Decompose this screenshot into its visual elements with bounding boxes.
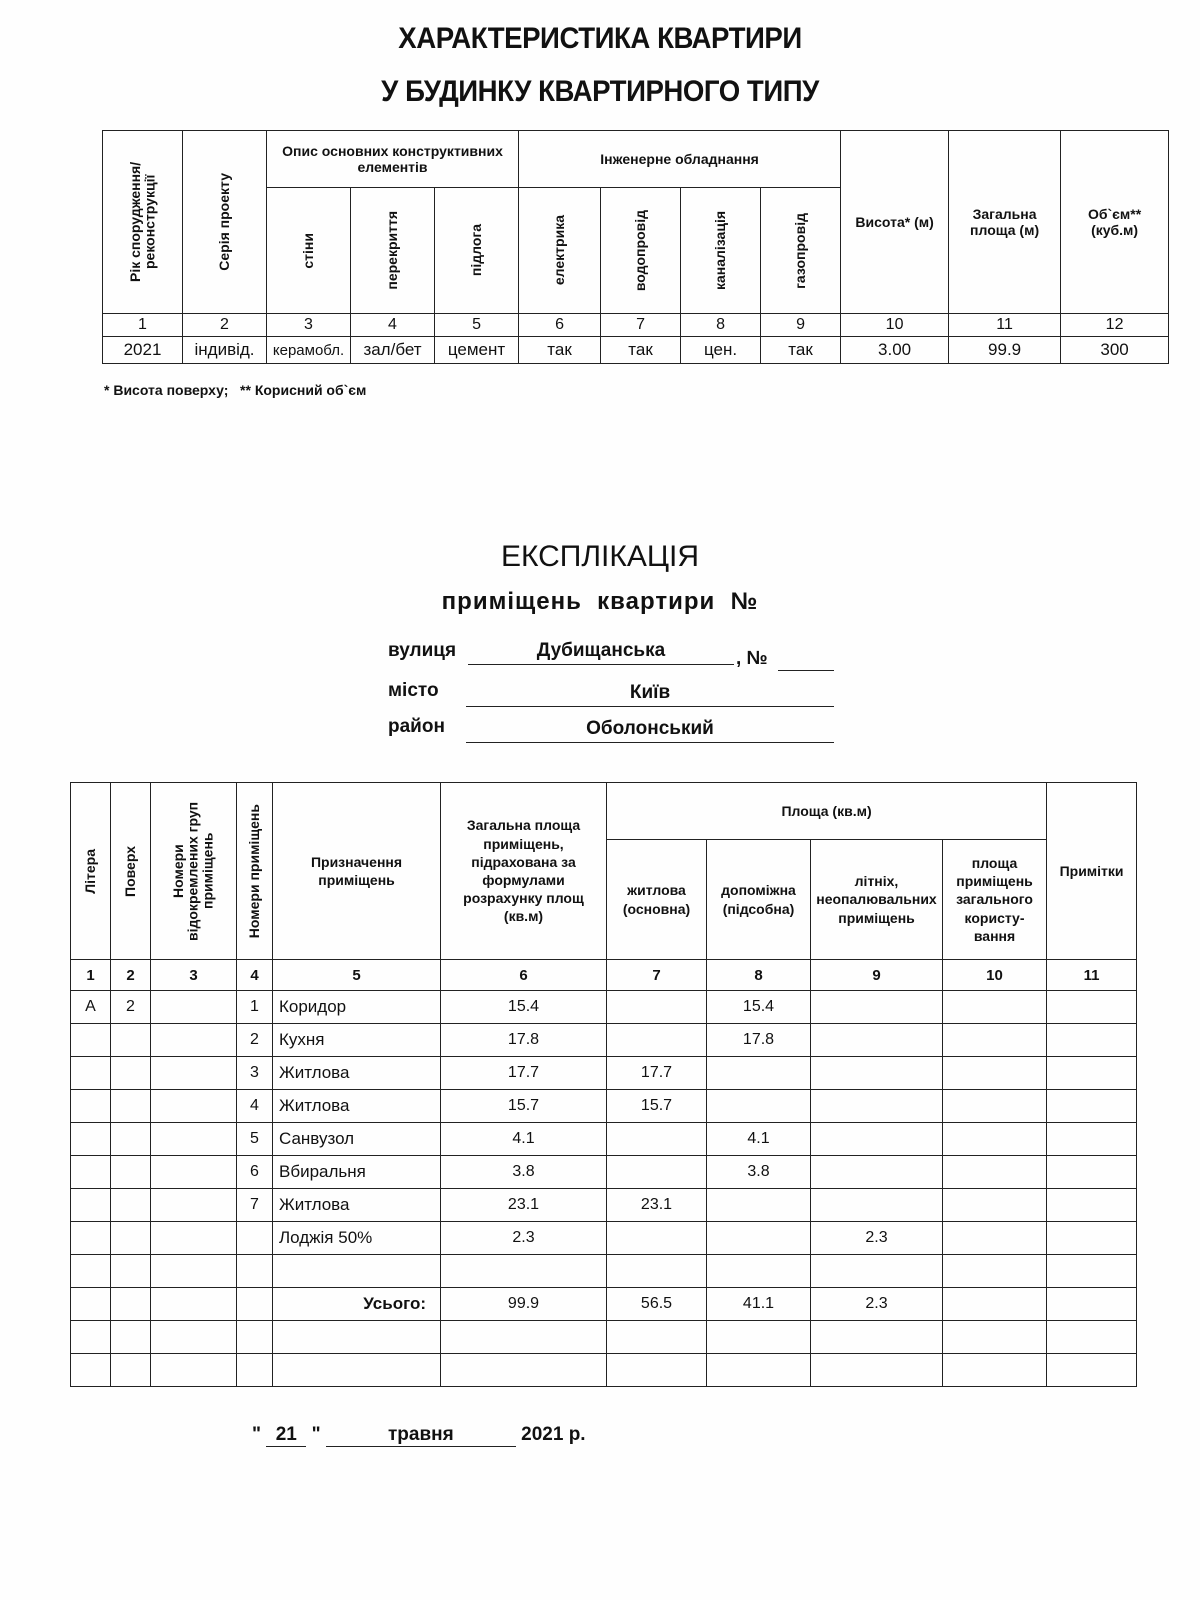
- cell-num: 7: [237, 1189, 273, 1222]
- col-num: 11: [1047, 960, 1137, 991]
- header-total-area: Загальна площа (м): [949, 131, 1061, 314]
- value-volume: 300: [1061, 337, 1169, 364]
- header-engineering-group: Інженерне обладнання: [519, 131, 841, 188]
- cell-num: [237, 1255, 273, 1288]
- cell-total: 4.1: [441, 1123, 607, 1156]
- cell-name: Житлова: [273, 1189, 441, 1222]
- cell-living: 23.1: [607, 1189, 707, 1222]
- cell-name: Коридор: [273, 991, 441, 1024]
- cell-living: 15.7: [607, 1090, 707, 1123]
- cell-litera: [71, 1189, 111, 1222]
- cell-group: [151, 1255, 237, 1288]
- cell-summer: [811, 1024, 943, 1057]
- cell-aux: 15.4: [707, 991, 811, 1024]
- cell-summer: [811, 1090, 943, 1123]
- cell-name: Вбиральня: [273, 1156, 441, 1189]
- cell-litera: [71, 1024, 111, 1057]
- cell-summer: [811, 1189, 943, 1222]
- col-num: 8: [707, 960, 811, 991]
- cell-summer: 2.3: [811, 1222, 943, 1255]
- header-litera: Літера: [71, 783, 111, 960]
- cell-living: [607, 1123, 707, 1156]
- col-num: 3: [151, 960, 237, 991]
- cell-notes: [1047, 1057, 1137, 1090]
- values-row: [103, 337, 1169, 364]
- header-room-numbers: Номери приміщень: [237, 783, 273, 960]
- cell-litera: [71, 1156, 111, 1189]
- value-year: 2021: [103, 337, 183, 364]
- apartment-characteristics-table: [102, 130, 1169, 364]
- header-series: Серія проекту: [183, 131, 267, 314]
- cell-total: 2.3: [441, 1222, 607, 1255]
- cell-summer: [811, 1057, 943, 1090]
- table-row: [71, 1090, 1137, 1123]
- cell-group: [151, 1222, 237, 1255]
- header-auxiliary: допоміжна (підсобна): [707, 840, 811, 960]
- cell-name: Лоджія 50%: [273, 1222, 441, 1255]
- cell-living: [607, 1024, 707, 1057]
- district-label: район: [388, 716, 445, 737]
- cell-common: [943, 1156, 1047, 1189]
- cell-total: [441, 1255, 607, 1288]
- cell-aux: [707, 1222, 811, 1255]
- header-water: водопровід: [601, 188, 681, 314]
- date-quote-close: ": [311, 1424, 321, 1445]
- cell-notes: [1047, 1255, 1137, 1288]
- document-title-line2: У БУДИНКУ КВАРТИРНОГО ТИПУ: [381, 75, 819, 108]
- cell-floor: [111, 1222, 151, 1255]
- col-num: 7: [601, 314, 681, 337]
- cell-name: Санвузол: [273, 1123, 441, 1156]
- cell-living: [607, 1255, 707, 1288]
- cell-total: 23.1: [441, 1189, 607, 1222]
- cell-floor: [111, 1024, 151, 1057]
- col-num: 9: [761, 314, 841, 337]
- cell-aux: 17.8: [707, 1024, 811, 1057]
- cell-common: [943, 1123, 1047, 1156]
- street-value: Дубищанська: [468, 640, 734, 665]
- header-area-group: Площа (кв.м): [607, 783, 1047, 840]
- value-ceiling: зал/бет: [351, 337, 435, 364]
- value-height: 3.00: [841, 337, 949, 364]
- col-num: 4: [351, 314, 435, 337]
- header-height: Висота* (м): [841, 131, 949, 314]
- cell-group: [151, 991, 237, 1024]
- value-electric: так: [519, 337, 601, 364]
- cell-group: [151, 1090, 237, 1123]
- cell-common: [943, 1189, 1047, 1222]
- cell-summer: [811, 991, 943, 1024]
- col-num: 1: [71, 960, 111, 991]
- city-label: місто: [388, 680, 439, 701]
- cell-litera: А: [71, 991, 111, 1024]
- cell-common: [943, 1222, 1047, 1255]
- cell-group: [151, 1057, 237, 1090]
- value-water: так: [601, 337, 681, 364]
- date-year: 2021 р.: [521, 1424, 586, 1445]
- cell-group: [151, 1189, 237, 1222]
- header-living: житлова (основна): [607, 840, 707, 960]
- cell-num: 4: [237, 1090, 273, 1123]
- header-common: площа приміщень загального користу- вання: [943, 840, 1047, 960]
- cell-num: 5: [237, 1123, 273, 1156]
- header-year: Рік спорудження/ реконструкції: [103, 131, 183, 314]
- cell-floor: 2: [111, 991, 151, 1024]
- cell-num: [237, 1222, 273, 1255]
- cell-aux: [707, 1189, 811, 1222]
- cell-aux: 4.1: [707, 1123, 811, 1156]
- cell-group: [151, 1156, 237, 1189]
- value-floor: цемент: [435, 337, 519, 364]
- header-sewer: каналізація: [681, 188, 761, 314]
- totals-label: Усього:: [273, 1288, 441, 1321]
- footnote: * Висота поверху; ** Корисний об`єм: [104, 382, 367, 398]
- cell-notes: [1047, 1189, 1137, 1222]
- col-num: 6: [519, 314, 601, 337]
- cell-living: [607, 1222, 707, 1255]
- header-total-area: Загальна площа приміщень, підрахована за формулами розрахунку площ (кв.м): [441, 783, 607, 960]
- col-num: 7: [607, 960, 707, 991]
- district-value: Оболонський: [466, 718, 834, 743]
- city-value: Київ: [466, 682, 834, 707]
- cell-common: [943, 1024, 1047, 1057]
- table-row: [71, 1057, 1137, 1090]
- cell-notes: [1047, 1123, 1137, 1156]
- table-row: [71, 1255, 1137, 1288]
- totals-total-area: 99.9: [441, 1288, 607, 1321]
- explication-title: ЕКСПЛІКАЦІЯ: [500, 540, 700, 573]
- cell-total: 3.8: [441, 1156, 607, 1189]
- col-num: 3: [267, 314, 351, 337]
- cell-notes: [1047, 1156, 1137, 1189]
- cell-notes: [1047, 1090, 1137, 1123]
- totals-summer: 2.3: [811, 1288, 943, 1321]
- cell-summer: [811, 1123, 943, 1156]
- totals-auxiliary: 41.1: [707, 1288, 811, 1321]
- table-row: [71, 1024, 1137, 1057]
- col-num: 2: [111, 960, 151, 991]
- date-quote-open: ": [252, 1424, 262, 1445]
- cell-aux: [707, 1057, 811, 1090]
- header-gas: газопровід: [761, 188, 841, 314]
- value-walls: керамобл.: [267, 337, 351, 364]
- cell-name: Кухня: [273, 1024, 441, 1057]
- value-total-area: 99.9: [949, 337, 1061, 364]
- col-num: 2: [183, 314, 267, 337]
- empty-row: [71, 1321, 1137, 1354]
- cell-notes: [1047, 991, 1137, 1024]
- explication-subtitle: приміщень квартири №: [441, 588, 759, 615]
- document-title-line1: ХАРАКТЕРИСТИКА КВАРТИРИ: [398, 22, 802, 55]
- street-number-label: , №: [736, 648, 768, 669]
- cell-aux: [707, 1255, 811, 1288]
- cell-floor: [111, 1090, 151, 1123]
- cell-aux: 3.8: [707, 1156, 811, 1189]
- col-num: 4: [237, 960, 273, 991]
- date-day: 21: [266, 1424, 306, 1447]
- table-row: [71, 991, 1137, 1024]
- header-floor: підлога: [435, 188, 519, 314]
- cell-name: [273, 1255, 441, 1288]
- cell-floor: [111, 1123, 151, 1156]
- header-ceiling: перекриття: [351, 188, 435, 314]
- cell-name: Житлова: [273, 1090, 441, 1123]
- header-summer: літніх, неопалювальних приміщень: [811, 840, 943, 960]
- cell-common: [943, 991, 1047, 1024]
- cell-litera: [71, 1222, 111, 1255]
- cell-group: [151, 1024, 237, 1057]
- table-row: [71, 1156, 1137, 1189]
- cell-total: 15.7: [441, 1090, 607, 1123]
- header-purpose: Призначення приміщень: [273, 783, 441, 960]
- empty-row: [71, 1354, 1137, 1387]
- col-num: 9: [811, 960, 943, 991]
- cell-living: [607, 991, 707, 1024]
- value-gas: так: [761, 337, 841, 364]
- cell-summer: [811, 1156, 943, 1189]
- header-electric: електрика: [519, 188, 601, 314]
- cell-num: 6: [237, 1156, 273, 1189]
- column-numbers-row: [71, 960, 1137, 991]
- cell-notes: [1047, 1024, 1137, 1057]
- col-num: 8: [681, 314, 761, 337]
- cell-common: [943, 1255, 1047, 1288]
- cell-num: 1: [237, 991, 273, 1024]
- cell-group: [151, 1123, 237, 1156]
- header-walls: стіни: [267, 188, 351, 314]
- cell-notes: [1047, 1222, 1137, 1255]
- col-num: 5: [435, 314, 519, 337]
- table-row: [71, 1222, 1137, 1255]
- header-construction-group: Опис основних конструктивних елементів: [267, 131, 519, 188]
- street-number-field: [778, 646, 834, 671]
- header-volume: Об`єм** (куб.м): [1061, 131, 1169, 314]
- col-num: 10: [943, 960, 1047, 991]
- cell-living: 17.7: [607, 1057, 707, 1090]
- cell-total: 17.7: [441, 1057, 607, 1090]
- cell-litera: [71, 1123, 111, 1156]
- street-label: вулиця: [388, 640, 457, 661]
- col-num: 5: [273, 960, 441, 991]
- totals-row: [71, 1288, 1137, 1321]
- date-month: травня: [326, 1424, 516, 1447]
- cell-common: [943, 1090, 1047, 1123]
- header-notes: Примітки: [1047, 783, 1137, 960]
- totals-living: 56.5: [607, 1288, 707, 1321]
- table-row: [71, 1189, 1137, 1222]
- cell-floor: [111, 1255, 151, 1288]
- cell-summer: [811, 1255, 943, 1288]
- explication-table: [70, 782, 1137, 1387]
- cell-litera: [71, 1090, 111, 1123]
- value-series: індивід.: [183, 337, 267, 364]
- cell-aux: [707, 1090, 811, 1123]
- header-group-numbers: Номери відокремлених груп приміщень: [151, 783, 237, 960]
- col-num: 10: [841, 314, 949, 337]
- cell-name: Житлова: [273, 1057, 441, 1090]
- col-num: 6: [441, 960, 607, 991]
- cell-floor: [111, 1156, 151, 1189]
- cell-litera: [71, 1057, 111, 1090]
- column-numbers-row: [103, 314, 1169, 337]
- cell-floor: [111, 1057, 151, 1090]
- col-num: 11: [949, 314, 1061, 337]
- header-floor: Поверх: [111, 783, 151, 960]
- table-row: [71, 1123, 1137, 1156]
- cell-litera: [71, 1255, 111, 1288]
- value-sewer: цен.: [681, 337, 761, 364]
- col-num: 1: [103, 314, 183, 337]
- cell-total: 17.8: [441, 1024, 607, 1057]
- cell-living: [607, 1156, 707, 1189]
- cell-floor: [111, 1189, 151, 1222]
- col-num: 12: [1061, 314, 1169, 337]
- document-date: [252, 1424, 586, 1447]
- cell-total: 15.4: [441, 991, 607, 1024]
- cell-common: [943, 1057, 1047, 1090]
- cell-num: 2: [237, 1024, 273, 1057]
- cell-num: 3: [237, 1057, 273, 1090]
